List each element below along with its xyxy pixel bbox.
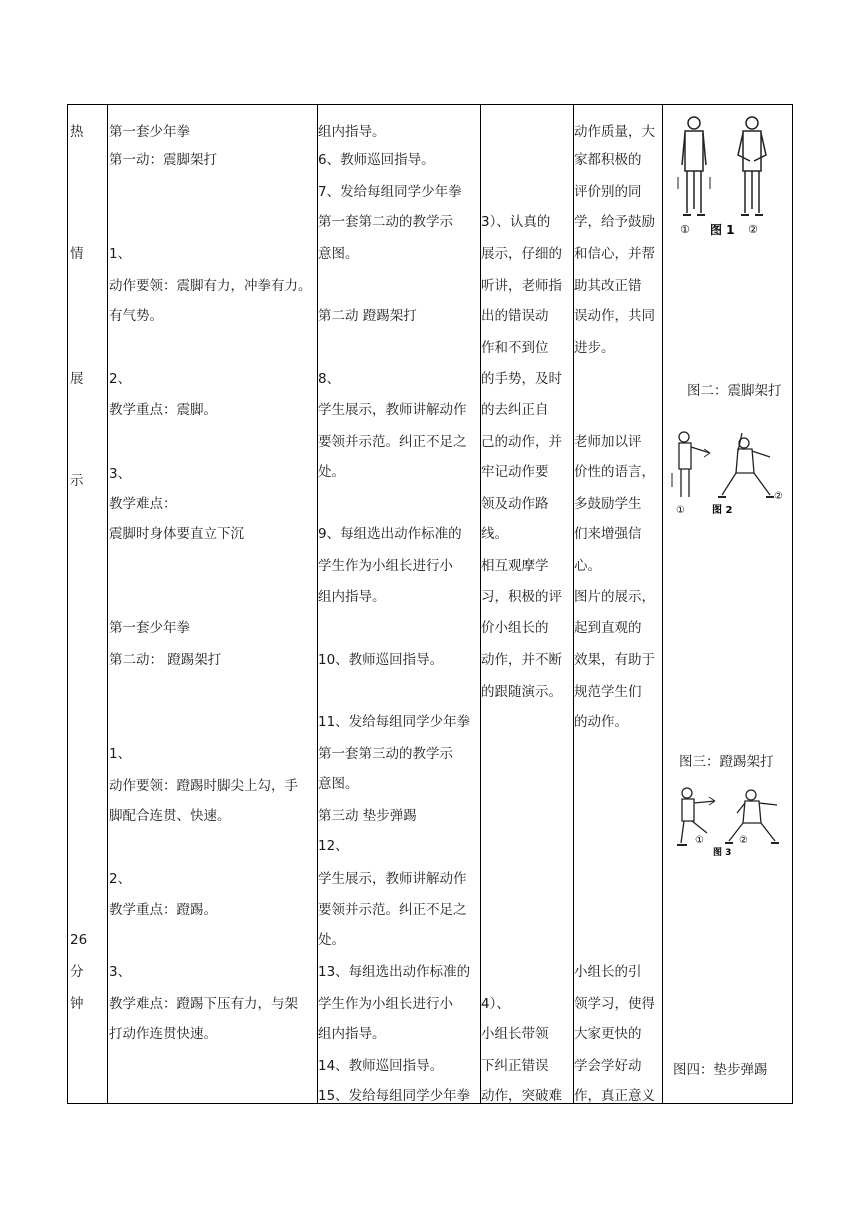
text-line: 7、发给每组同学少年拳 <box>318 184 462 200</box>
text-line: 规范学生们 <box>574 684 642 700</box>
time-column <box>70 105 106 1103</box>
text-line: 价性的语言， <box>574 464 655 480</box>
figure-1-number-2: ② <box>748 223 758 236</box>
figure-2-image <box>666 427 786 517</box>
text-line: 相互观摩学 <box>481 558 549 574</box>
text-line: 1、 <box>109 246 132 262</box>
text-line: 动作要领：蹬踢时脚尖上勾，手 <box>109 778 298 794</box>
text-line: 的动作。 <box>574 714 628 730</box>
text-line: 小组长带领 <box>481 1026 549 1042</box>
text-line: 震脚时身体要直立下沉 <box>109 526 244 542</box>
text-line: 习，积极的评 <box>481 589 562 605</box>
text-line: 10、教师巡回指导。 <box>318 652 444 668</box>
text-line: 作和不到位 <box>481 340 549 356</box>
text-line: 展 <box>70 371 84 387</box>
text-line: 误动作，共同 <box>574 308 655 324</box>
text-line: 要领并示范。纠正不足之 <box>318 902 467 918</box>
text-line: 下纠正错误 <box>481 1058 549 1074</box>
text-line: 第一套少年拳 <box>109 124 190 140</box>
text-line: 15、发给每组同学少年拳 <box>318 1088 471 1104</box>
figure-2-number-1: ① <box>676 505 685 516</box>
text-line: 展示，仔细的 <box>481 246 562 262</box>
figure-2-number-2: ② <box>774 491 783 502</box>
text-line: 处。 <box>318 464 345 480</box>
figures-column <box>663 105 792 1103</box>
figure-3-number-1: ① <box>695 835 704 846</box>
text-line: 教学重点：蹬踢。 <box>109 902 217 918</box>
text-line: 领学习，使得 <box>574 996 655 1012</box>
text-line: 处。 <box>318 932 345 948</box>
text-line: 教学难点： <box>109 496 177 512</box>
text-line: 13、每组选出动作标准的 <box>318 964 471 980</box>
text-line: 心。 <box>574 558 601 574</box>
text-line: 多鼓励学生 <box>574 496 642 512</box>
text-line: 的手势，及时 <box>481 371 562 387</box>
figure-1-number-1: ① <box>680 223 690 236</box>
text-line: 第二动： 蹬踢架打 <box>109 652 222 668</box>
text-line: 2、 <box>109 871 132 887</box>
text-line: 组内指导。 <box>318 124 386 140</box>
teacher-activity-column <box>318 105 480 1103</box>
text-line: 效果，有助于 <box>574 652 655 668</box>
text-line: 出的错误动 <box>481 308 549 324</box>
text-line: 情 <box>70 246 84 262</box>
figure-1-image <box>666 109 786 237</box>
figure-1-label: 图 1 <box>710 223 735 237</box>
text-line: 打动作连贯快速。 <box>109 1026 217 1042</box>
text-line: 第一套少年拳 <box>109 620 190 636</box>
text-line: 6、教师巡回指导。 <box>318 152 435 168</box>
text-line: 动作质量，大 <box>574 124 655 140</box>
text-line: 第一套第三动的教学示 <box>318 746 453 762</box>
text-line: 组内指导。 <box>318 1026 386 1042</box>
text-line: 第三动 垫步弹踢 <box>318 808 417 824</box>
text-line: 线。 <box>481 526 508 542</box>
text-line: 学生展示，教师讲解动作 <box>318 871 467 887</box>
figure-3-label: 图 3 <box>713 848 732 858</box>
text-line: 老师加以评 <box>574 434 642 450</box>
figure-2-label: 图 2 <box>712 505 733 516</box>
text-line: 动作，突破难 <box>481 1088 562 1104</box>
text-line: 第一动：震脚架打 <box>109 152 217 168</box>
text-line: 组内指导。 <box>318 589 386 605</box>
text-line: 有气势。 <box>109 308 163 324</box>
text-line: 图片的展示， <box>574 589 655 605</box>
text-line: 意图。 <box>318 246 359 262</box>
text-line: 大家更快的 <box>574 1026 642 1042</box>
text-line: 26 <box>70 932 88 948</box>
text-line: 分 <box>70 964 84 980</box>
design-intent-column <box>574 105 662 1103</box>
text-line: 8、 <box>318 371 341 387</box>
text-line: 2、 <box>109 371 132 387</box>
text-line: 助其改正错 <box>574 278 642 294</box>
figure-3-image <box>667 785 787 859</box>
teaching-content-column <box>109 105 316 1103</box>
text-line: 3）、认真的 <box>481 214 551 230</box>
text-line: 们来增强信 <box>574 526 642 542</box>
text-line: 牢记动作要 <box>481 464 549 480</box>
text-line: 的去纠正自 <box>481 402 549 418</box>
figure-4-caption: 图四：垫步弹踢 <box>673 1062 768 1078</box>
text-line: 第一套第二动的教学示 <box>318 214 453 230</box>
text-line: 12、 <box>318 838 349 854</box>
text-line: 14、教师巡回指导。 <box>318 1058 444 1074</box>
text-line: 评价别的同 <box>574 184 642 200</box>
text-line: 热 <box>70 124 84 140</box>
text-line: 3、 <box>109 466 132 482</box>
figure-2-caption: 图二：震脚架打 <box>687 383 782 399</box>
text-line: 第二动 蹬踢架打 <box>318 308 417 324</box>
text-line: 和信心，并帮 <box>574 246 655 262</box>
text-line: 家都积极的 <box>574 152 642 168</box>
text-line: 学，给予鼓励 <box>574 214 655 230</box>
column-divider <box>107 105 108 1103</box>
text-line: 9、每组选出动作标准的 <box>318 526 462 542</box>
text-line: 小组长的引 <box>574 964 642 980</box>
student-activity-column <box>481 105 573 1103</box>
text-line: 价小组长的 <box>481 620 549 636</box>
text-line: 教学难点：蹬踢下压有力，与架 <box>109 996 298 1012</box>
figure-3-caption: 图三：蹬踢架打 <box>679 754 774 770</box>
text-line: 己的动作，并 <box>481 434 562 450</box>
text-line: 学会学好动 <box>574 1058 642 1074</box>
text-line: 听讲，老师指 <box>481 278 562 294</box>
text-line: 11、发给每组同学少年拳 <box>318 714 471 730</box>
text-line: 3、 <box>109 964 132 980</box>
text-line: 意图。 <box>318 776 359 792</box>
text-line: 领及动作路 <box>481 496 549 512</box>
text-line: 钟 <box>70 996 84 1012</box>
text-line: 要领并示范。纠正不足之 <box>318 434 467 450</box>
text-line: 学生作为小组长进行小 <box>318 996 453 1012</box>
text-line: 教学重点：震脚。 <box>109 402 217 418</box>
text-line: 作，真正意义 <box>574 1088 655 1104</box>
text-line: 的跟随演示。 <box>481 684 562 700</box>
text-line: 4）、 <box>481 996 510 1012</box>
text-line: 进步。 <box>574 340 615 356</box>
text-line: 学生展示，教师讲解动作 <box>318 402 467 418</box>
text-line: 学生作为小组长进行小 <box>318 558 453 574</box>
text-line: 动作要领：震脚有力，冲拳有力。 <box>109 278 312 294</box>
figure-3-number-2: ② <box>739 835 748 846</box>
text-line: 动作，并不断 <box>481 652 562 668</box>
text-line: 1、 <box>109 746 132 762</box>
lesson-plan-table <box>67 104 793 1104</box>
text-line: 起到直观的 <box>574 620 642 636</box>
text-line: 示 <box>70 473 84 489</box>
text-line: 脚配合连贯、快速。 <box>109 808 231 824</box>
